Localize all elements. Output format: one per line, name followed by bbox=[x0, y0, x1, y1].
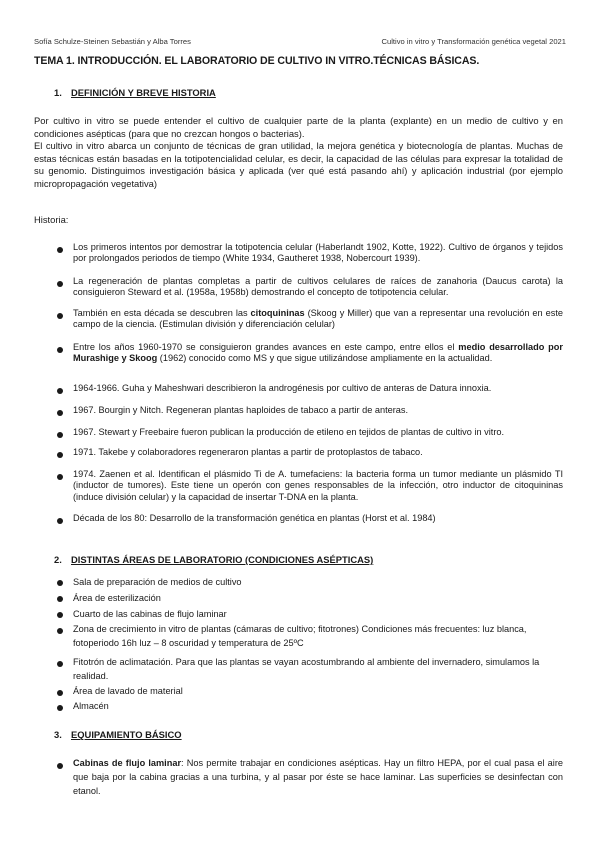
list-item: Área de esterilización bbox=[73, 593, 161, 603]
bullet-icon bbox=[57, 432, 63, 438]
list-item: La regeneración de plantas completas a partir de cultivos celulares de raíces de zanahoria (Daucus carota) la consiguieron Steward et al. (1958a, 1958b) demostrando el concepto de totipotencia celular. bbox=[73, 276, 563, 298]
list-item: Entre los años 1960-1970 se consiguieron grandes avances en este campo, entre ellos el medio desarrollado por Murashige y Skoog (1962) conocido como MS y que sigue utilizándose ampliamente en la actualidad. bbox=[73, 342, 563, 364]
list-item: 1964-1966. Guha y Maheshwari describieron la androgénesis por cultivo de anteras de Datura innoxia. bbox=[73, 383, 492, 393]
list-item: Los primeros intentos por demostrar la totipotencia celular (Haberlandt 1902, Kotte, 1922). Cultivo de órganos y tejidos por prolongados periodos de tiempo (White 1934, Gautheret 1938, Nobercourt 1939). bbox=[73, 242, 563, 264]
section-title: DEFINICIÓN Y BREVE HISTORIA bbox=[71, 87, 216, 98]
history-label: Historia: bbox=[34, 214, 69, 225]
bullet-icon bbox=[57, 281, 63, 287]
list-item: 1974. Zaenen et al. Identifican el plásmido Ti de A. tumefaciens: la bacteria forma un tumor mediante un plásmido TI (inductor de tumores). Este tiene un operón con genes responsables de la infección, otro inductor de citoquininas (induce división celular) y la capacidad de insertar T-DNA en la planta. bbox=[73, 469, 563, 502]
bullet-icon bbox=[57, 518, 63, 524]
list-item: Cuarto de las cabinas de flujo laminar bbox=[73, 609, 227, 619]
bullet-icon bbox=[57, 705, 63, 711]
section-title: EQUIPAMIENTO BÁSICO bbox=[71, 729, 182, 740]
list-item: Almacén bbox=[73, 701, 109, 711]
list-item: Cabinas de flujo laminar: Nos permite trabajar en condiciones asépticas. Hay un filtro HEPA, por el cual pasa el aire que baja por la cabina gracias a una turbina, y al pasar por éste se hace laminar. Las superficies se desinfectan con etanol. bbox=[73, 758, 563, 796]
list-item: Fitotrón de aclimatación. Para que las plantas se vayan acostumbrando al ambiente del invernadero, simulamos la realidad. bbox=[73, 657, 540, 681]
paragraph: El cultivo in vitro abarca un conjunto de técnicas de gran utilidad, la mejora genética y biotecnología de plantas. Muchas de estas técnicas están basadas en la totipotencialidad celular, es decir, la capacidad de las células para expresar la totalidad de su genomio. Distinguimos investigación básica y aplicada (ver qué está pasando ahí) y aplicación industrial (por ejemplo micropropagación vegetativa) bbox=[34, 140, 563, 189]
bullet-icon bbox=[57, 452, 63, 458]
bullet-icon bbox=[57, 410, 63, 416]
bullet-icon bbox=[57, 347, 63, 353]
list-item: Zona de crecimiento in vitro de plantas (cámaras de cultivo; fitotrones) Condiciones más frecuentes: luz blanca, fotoperiodo 16h luz – 8 oscuridad y temperatura de 25ºC bbox=[73, 624, 527, 648]
section-number: 1. bbox=[54, 87, 62, 98]
bullet-icon bbox=[57, 690, 63, 696]
section-3-heading bbox=[54, 729, 182, 740]
list-item: Década de los 80: Desarrollo de la transformación genética en plantas (Horst et al. 1984) bbox=[73, 513, 436, 523]
document-title: TEMA 1. INTRODUCCIÓN. EL LABORATORIO DE CULTIVO IN VITRO.TÉCNICAS BÁSICAS. bbox=[34, 55, 480, 67]
section-1-heading bbox=[54, 87, 216, 98]
list-item: Área de lavado de material bbox=[73, 686, 183, 696]
bullet-icon bbox=[57, 247, 63, 253]
header-course: Cultivo in vitro y Transformación genética vegetal 2021 bbox=[381, 37, 566, 46]
bullet-icon bbox=[57, 313, 63, 319]
section-number: 2. bbox=[54, 554, 62, 565]
bullet-icon bbox=[57, 580, 63, 586]
list-item: También en esta década se descubren las citoquininas (Skoog y Miller) que van a representar una revolución en este campo de la ciencia. (Estimulan división y diferenciación celular) bbox=[73, 308, 563, 330]
list-item: 1967. Bourgin y Nitch. Regeneran plantas haploides de tabaco a partir de anteras. bbox=[73, 405, 409, 415]
section-title: DISTINTAS ÁREAS DE LABORATORIO (CONDICIONES ASÉPTICAS) bbox=[71, 554, 374, 565]
section-2-heading bbox=[54, 554, 373, 565]
bullet-icon bbox=[57, 661, 63, 667]
bullet-icon bbox=[57, 596, 63, 602]
list-item: 1971. Takebe y colaboradores regeneraron plantas a partir de protoplastos de tabaco. bbox=[73, 447, 423, 457]
bullet-icon bbox=[57, 763, 63, 769]
bullet-icon bbox=[57, 474, 63, 480]
paragraph: Por cultivo in vitro se puede entender el cultivo de cualquier parte de la planta (explante) en un medio de cultivo y en condiciones asépticas (para que no crezcan hongos o bacterias). bbox=[34, 115, 563, 139]
header-authors: Sofía Schulze-Steinen Sebastián y Alba Torres bbox=[34, 37, 191, 46]
bullet-icon bbox=[57, 388, 63, 394]
list-item: 1967. Stewart y Freebaire fueron publican la producción de etileno en tejidos de plantas de cultivo in vitro. bbox=[73, 427, 505, 437]
bullet-icon bbox=[57, 628, 63, 634]
section-number: 3. bbox=[54, 729, 62, 740]
list-item: Sala de preparación de medios de cultivo bbox=[73, 577, 242, 587]
bullet-icon bbox=[57, 612, 63, 618]
